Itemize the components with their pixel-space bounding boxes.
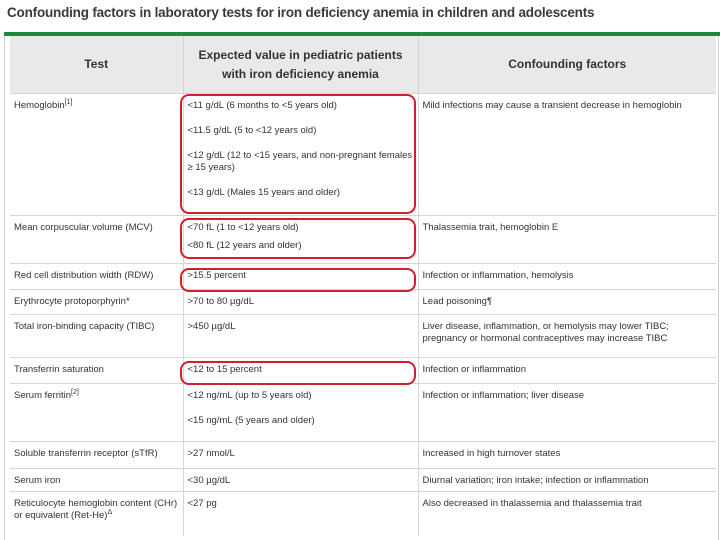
- confounding-cell: Infection or inflammation: [418, 358, 716, 384]
- confounding-cell: Also decreased in thalassemia and thalassemia trait: [418, 492, 716, 536]
- test-name: Hemoglobin: [14, 100, 65, 111]
- expected-value: <15 ng/mL (5 years and older): [187, 415, 315, 426]
- test-cell: [10, 264, 183, 290]
- confounding-cell: Infection or inflammation, hemolysis: [418, 264, 716, 290]
- expected-value: <27 pg: [187, 498, 217, 509]
- test-name: Total iron-binding capacity (TIBC): [14, 321, 155, 332]
- expected-cell: [183, 492, 418, 536]
- expected-cell: [183, 384, 418, 442]
- lab-tests-table: [10, 36, 716, 536]
- expected-value: >15.5 percent: [187, 270, 246, 281]
- expected-value: <11.5 g/dL (5 to <12 years old): [187, 125, 317, 136]
- test-name: Mean corpuscular volume (MCV): [14, 222, 153, 233]
- expected-value: <70 fL (1 to <12 years old): [187, 222, 299, 233]
- table-row: [10, 94, 716, 216]
- expected-value: <12 to 15 percent: [187, 364, 262, 375]
- expected-cell: [183, 442, 418, 469]
- table-header-row: [10, 36, 716, 94]
- table-row: [10, 216, 716, 264]
- test-name: Transferrin saturation: [14, 364, 104, 375]
- expected-cell: [183, 216, 418, 264]
- test-cell: [10, 290, 183, 315]
- test-cell: [10, 492, 183, 536]
- reference-marker: [1]: [64, 98, 73, 106]
- test-cell: [10, 315, 183, 358]
- table-row: [10, 469, 716, 492]
- expected-cell: [183, 290, 418, 315]
- test-cell: [10, 469, 183, 492]
- confounding-cell: Increased in high turnover states: [418, 442, 716, 469]
- expected-value: <80 fL (12 years and older): [187, 240, 302, 251]
- test-cell: [10, 94, 183, 216]
- expected-value: <12 g/dL (12 to <15 years, and non-pregnant females ≥ 15 years): [187, 150, 413, 173]
- test-cell: [10, 358, 183, 384]
- expected-cell: [183, 358, 418, 384]
- header-test: Test: [10, 36, 183, 94]
- confounding-cell: Thalassemia trait, hemoglobin E: [418, 216, 716, 264]
- expected-value: <11 g/dL (6 months to <5 years old): [187, 100, 337, 111]
- expected-cell: [183, 264, 418, 290]
- expected-value: <12 ng/mL (up to 5 years old): [187, 390, 312, 401]
- test-cell: [10, 384, 183, 442]
- expected-value: >27 nmol/L: [187, 448, 235, 459]
- expected-value: <30 µg/dL: [187, 475, 231, 486]
- test-cell: [10, 216, 183, 264]
- expected-value: >450 µg/dL: [187, 321, 236, 332]
- table-row: [10, 358, 716, 384]
- expected-cell: [183, 469, 418, 492]
- test-name: Reticulocyte hemoglobin content (CHr) or equivalent (Ret-He): [14, 498, 178, 521]
- confounding-cell: Diurnal variation; iron intake; infection or inflammation: [418, 469, 716, 492]
- test-name: Serum ferritin: [14, 390, 72, 401]
- test-cell: [10, 442, 183, 469]
- table-row: [10, 290, 716, 315]
- document-title: Confounding factors in laboratory tests for iron deficiency anemia in children and adolescents: [7, 5, 595, 20]
- expected-cell: [183, 315, 418, 358]
- table-row: [10, 492, 716, 536]
- confounding-cell: Liver disease, inflammation, or hemolysis may lower TIBC; pregnancy or hormonal contraceptives may increase TIBC: [418, 315, 716, 358]
- reference-marker: [2]: [71, 388, 79, 396]
- test-name: Erythrocyte protoporphyrin*: [14, 296, 130, 307]
- test-name: Serum iron: [14, 475, 61, 486]
- expected-value: >70 to 80 µg/dL: [187, 296, 254, 307]
- header-expected-value: Expected value in pediatric patients with iron deficiency anemia: [183, 36, 418, 94]
- expected-cell: [183, 94, 418, 216]
- table-row: [10, 384, 716, 442]
- confounding-cell: Mild infections may cause a transient decrease in hemoglobin: [418, 94, 716, 216]
- confounding-cell: Infection or inflammation; liver disease: [418, 384, 716, 442]
- table-row: [10, 264, 716, 290]
- header-confounding-factors: Confounding factors: [418, 36, 716, 94]
- table-row: [10, 442, 716, 469]
- expected-value: <13 g/dL (Males 15 years and older): [187, 187, 341, 198]
- table-row: [10, 315, 716, 358]
- test-name: Red cell distribution width (RDW): [14, 270, 154, 281]
- test-name: Soluble transferrin receptor (sTfR): [14, 448, 158, 459]
- reference-marker: Δ: [107, 508, 113, 516]
- confounding-cell: Lead poisoning¶: [418, 290, 716, 315]
